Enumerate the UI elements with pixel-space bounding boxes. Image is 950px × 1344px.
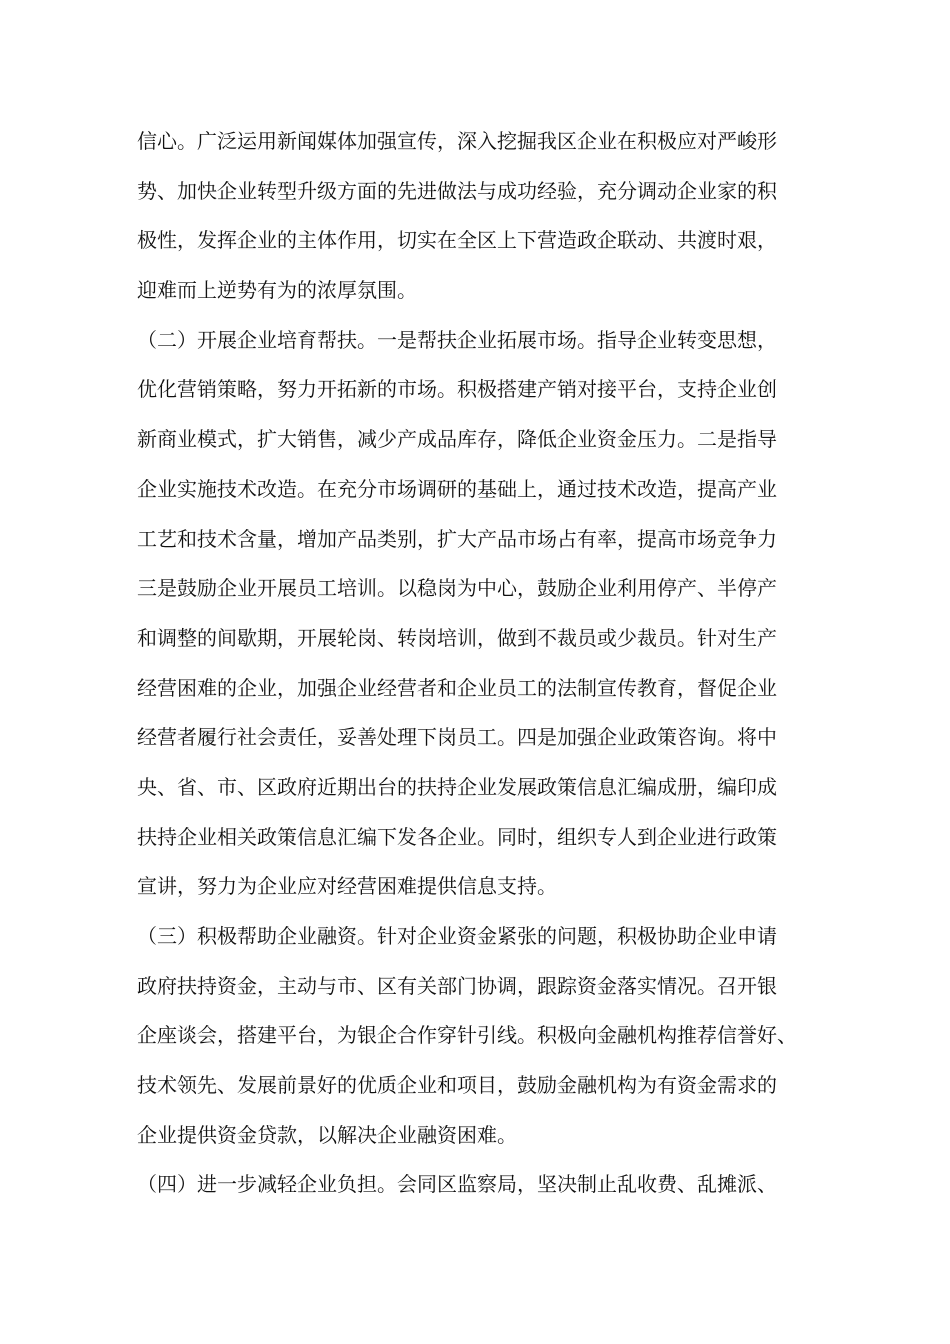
text-line: 企业提供资金贷款，以解决企业融资困难。 [137, 1122, 517, 1147]
text-line: 企座谈会，搭建平台，为银企合作穿针引线。积极向金融机构推荐信誉好、 [137, 1023, 797, 1048]
text-line: 宣讲，努力为企业应对经营困难提供信息支持。 [137, 874, 557, 899]
text-line: 势、加快企业转型升级方面的先进做法与成功经验，充分调动企业家的积 [137, 178, 777, 203]
text-line: 新商业模式，扩大销售，减少产成品库存，降低企业资金压力。二是指导 [137, 427, 777, 452]
text-line: 技术领先、发展前景好的优质企业和项目，鼓励金融机构为有资金需求的 [137, 1073, 777, 1098]
text-line: 经营困难的企业，加强企业经营者和企业员工的法制宣传教育，督促企业 [137, 675, 777, 700]
document-body [137, 117, 837, 1210]
text-line: 信心。广泛运用新闻媒体加强宣传，深入挖掘我区企业在积极应对严峻形 [137, 129, 777, 153]
text-line: 经营者履行社会责任，妥善处理下岗员工。四是加强企业政策咨询。将中 [137, 725, 777, 750]
text-line: 政府扶持资金，主动与市、区有关部门协调，跟踪资金落实情况。召开银 [137, 973, 777, 998]
text-line: 三是鼓励企业开展员工培训。以稳岗为中心，鼓励企业利用停产、半停产 [137, 576, 777, 601]
section-heading-line: （三）积极帮助企业融资。针对企业资金紧张的问题，积极协助企业申请 [137, 924, 777, 948]
text-line: 迎难而上逆势有为的浓厚氛围。 [137, 278, 417, 303]
text-line: 极性，发挥企业的主体作用，切实在全区上下营造政企联动、共渡时艰， [137, 228, 777, 253]
section-heading-line: （四）进一步减轻企业负担。会同区监察局，坚决制止乱收费、乱摊派、 [137, 1172, 777, 1197]
text-line: 优化营销策略，努力开拓新的市场。积极搭建产销对接平台，支持企业创 [137, 377, 777, 402]
text-line: 企业实施技术改造。在充分市场调研的基础上，通过技术改造，提高产业 [137, 476, 777, 501]
text-line: 央、省、市、区政府近期出台的扶持企业发展政策信息汇编成册，编印成 [137, 774, 777, 799]
text-line: 和调整的间歇期，开展轮岗、转岗培训，做到不裁员或少裁员。针对生产 [137, 625, 777, 650]
text-line: 工艺和技术含量，增加产品类别，扩大产品市场占有率，提高市场竞争力 [137, 526, 777, 551]
text-line: 扶持企业相关政策信息汇编下发各企业。同时，组织专人到企业进行政策 [137, 824, 777, 849]
section-heading-line: （二）开展企业培育帮扶。一是帮扶企业拓展市场。指导企业转变思想， [137, 327, 777, 352]
